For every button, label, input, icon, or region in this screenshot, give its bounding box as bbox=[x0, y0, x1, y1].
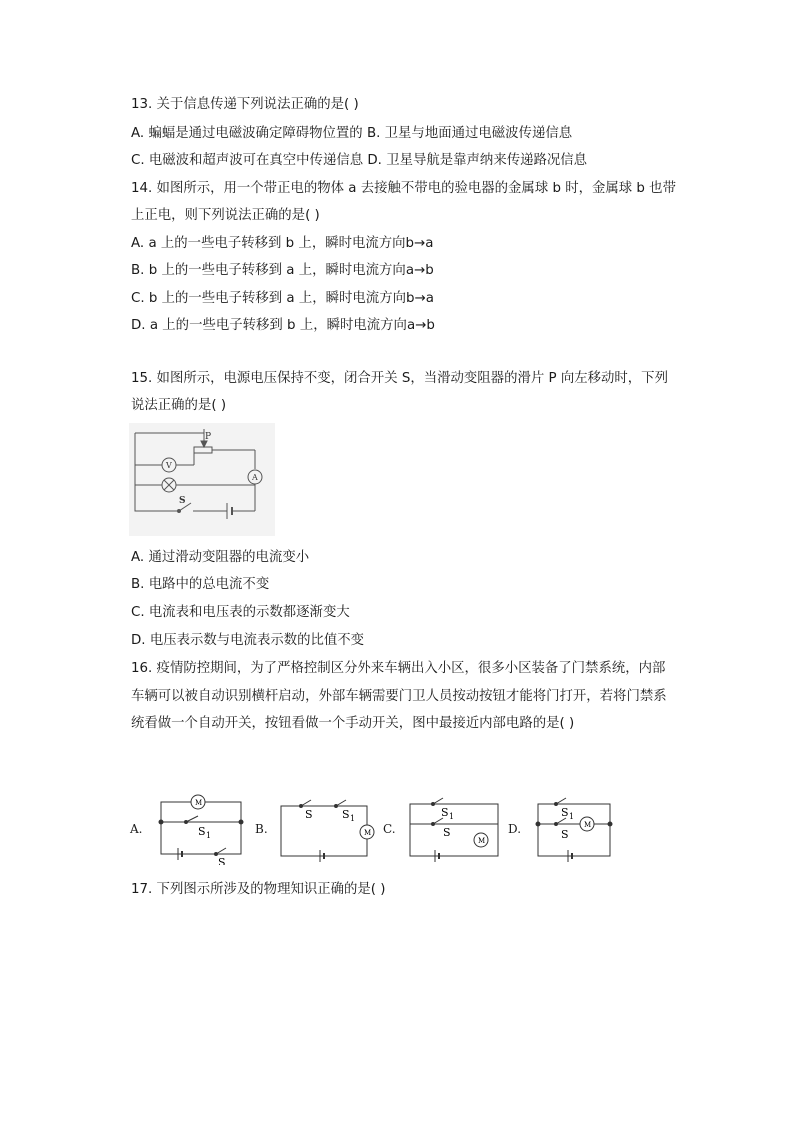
q16-d-s-label: S bbox=[561, 828, 569, 841]
q16-b-motor-label: M bbox=[364, 829, 372, 837]
q16-c-s-label: S bbox=[443, 826, 451, 839]
q17-stem: 17. 下列图示所涉及的物理知识正确的是( ) bbox=[131, 882, 386, 897]
q14-option-a: A. a 上的一些电子转移到 b 上，瞬时电流方向b→a bbox=[131, 236, 434, 251]
q15-option-b: B. 电路中的总电流不变 bbox=[131, 577, 270, 592]
q14-option-b: B. b 上的一些电子转移到 a 上，瞬时电流方向a→b bbox=[131, 263, 434, 278]
q16-option-a-label: A. bbox=[130, 822, 143, 836]
q16-circuit-options bbox=[128, 790, 628, 865]
q14-option-d: D. a 上的一些电子转移到 b 上，瞬时电流方向a→b bbox=[131, 318, 435, 333]
q15-stem-line2: 说法正确的是( ) bbox=[131, 398, 227, 413]
q16-b-s-label: S bbox=[305, 808, 313, 821]
q16-c-s1-label: S bbox=[441, 806, 449, 819]
q14-stem-line2: 上正电，则下列说法正确的是( ) bbox=[131, 208, 320, 223]
q13-stem: 13. 关于信息传递下列说法正确的是( ) bbox=[131, 97, 359, 112]
q16-option-c-label: C. bbox=[383, 822, 396, 836]
q16-d-s1-label: S bbox=[561, 806, 569, 819]
q16-a-s1-sub: 1 bbox=[206, 831, 212, 840]
q14-option-c: C. b 上的一些电子转移到 a 上，瞬时电流方向b→a bbox=[131, 291, 434, 306]
q15-option-a: A. 通过滑动变阻器的电流变小 bbox=[131, 550, 310, 565]
q16-c-s1-sub: 1 bbox=[449, 812, 455, 821]
q16-a-s-label: S bbox=[218, 856, 226, 865]
q16-b-s1-label: S bbox=[342, 808, 350, 821]
q15-option-d: D. 电压表示数与电流表示数的比值不变 bbox=[131, 633, 365, 648]
q15-circuit-figure bbox=[129, 423, 275, 536]
q15-v-label: V bbox=[166, 461, 172, 470]
q16-b-s1-sub: 1 bbox=[350, 814, 356, 823]
q16-d-motor-label: M bbox=[584, 821, 592, 829]
q16-d-s1-sub: 1 bbox=[569, 812, 575, 821]
q15-option-c: C. 电流表和电压表的示数都逐渐变大 bbox=[131, 605, 350, 620]
q15-stem-line1: 15. 如图所示，电源电压保持不变，闭合开关 S，当滑动变阻器的滑片 P 向左移动时，下列 bbox=[131, 371, 668, 386]
q16-option-b-label: B. bbox=[255, 822, 268, 836]
q15-s-label: S bbox=[179, 496, 186, 506]
q16-c-motor-label: M bbox=[478, 837, 486, 845]
q16-stem-line1: 16. 疫情防控期间，为了严格控制区分外来车辆出入小区，很多小区装备了门禁系统，内部 bbox=[131, 661, 666, 676]
q16-a-s1-label: S bbox=[198, 825, 206, 838]
q15-a-label: A bbox=[252, 473, 258, 482]
q16-stem-line3: 统看做一个自动开关，按钮看做一个手动开关，图中最接近内部电路的是( ) bbox=[131, 716, 575, 731]
q13-options-ab: A. 蝙蝠是通过电磁波确定障碍物位置的 B. 卫星与地面通过电磁波传递信息 bbox=[131, 126, 573, 141]
q16-stem-line2: 车辆可以被自动识别横杆启动，外部车辆需要门卫人员按动按钮才能将门打开，若将门禁系 bbox=[131, 689, 667, 704]
q16-option-d-label: D. bbox=[508, 822, 522, 836]
q15-p-label: P bbox=[205, 432, 212, 442]
q16-a-motor-label: M bbox=[195, 799, 203, 807]
q14-stem-line1: 14. 如图所示，用一个带正电的物体 a 去接触不带电的验电器的金属球 b 时，金属球 b 也带 bbox=[131, 181, 676, 196]
q16-circuit-d bbox=[536, 798, 612, 862]
q16-circuit-c bbox=[410, 798, 498, 862]
q13-options-cd: C. 电磁波和超声波可在真空中传递信息 D. 卫星导航是靠声纳来传递路况信息 bbox=[131, 153, 588, 168]
q16-circuit-b bbox=[281, 800, 374, 862]
